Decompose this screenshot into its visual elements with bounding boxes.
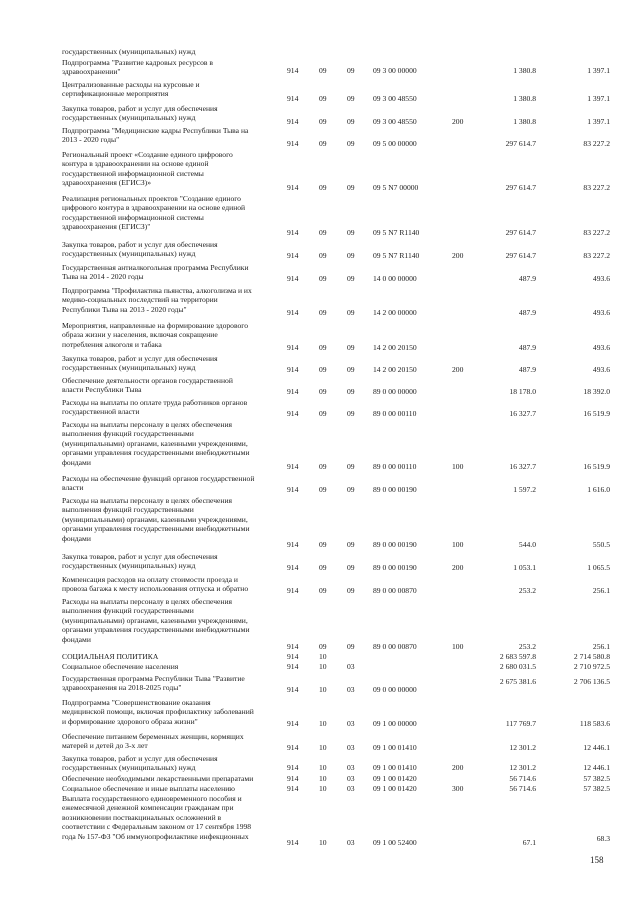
admin-code: 914: [287, 66, 299, 75]
row-name: Государственная антиалкогольная программа Республики Тыва на 2014 - 2020 годы: [62, 263, 249, 282]
sum-year-1: 297 614.7: [505, 139, 536, 148]
admin-code: 914: [287, 586, 299, 595]
row-name: Закупка товаров, работ и услуг для обеспечения государственных (муниципальных) нужд: [62, 240, 218, 259]
sum-year-2: 83 227.2: [583, 251, 610, 260]
sum-year-1: 297 614.7: [505, 183, 536, 192]
table-row: [0, 263, 640, 283]
section-code: 10: [319, 763, 327, 772]
target-article-code: 14 2 00 20150: [373, 343, 417, 352]
target-article-code: 89 0 00 00110: [373, 409, 417, 418]
section-code: 09: [319, 540, 327, 549]
row-name: Обеспечение питанием беременных женщин, кормящих матерей и детей до 3-х лет: [62, 732, 244, 751]
section-code: 10: [319, 838, 327, 847]
expense-type-code: 200: [452, 251, 464, 260]
target-article-code: 14 2 00 20150: [373, 365, 417, 374]
target-article-code: 09 1 00 01420: [373, 784, 417, 793]
row-name: Подпрограмма "Развитие кадровых ресурсов в здравоохранении": [62, 58, 213, 77]
subsection-code: 03: [347, 763, 355, 772]
expense-type-code: 100: [452, 642, 464, 651]
admin-code: 914: [287, 274, 299, 283]
section-code: 10: [319, 652, 327, 661]
target-article-code: 89 0 00 00190: [373, 485, 417, 494]
sum-year-2: 1 397.1: [587, 117, 610, 126]
subsection-code: 03: [347, 743, 355, 752]
target-article-code: 89 0 00 00110: [373, 462, 417, 471]
sum-year-2: 256.1: [592, 642, 610, 651]
subsection-code: 09: [347, 563, 355, 572]
target-article-code: 09 5 N7 00000: [373, 183, 419, 192]
subsection-code: 09: [347, 251, 355, 260]
sum-year-1: 487.9: [518, 274, 536, 283]
row-name: СОЦИАЛЬНАЯ ПОЛИТИКА: [62, 652, 159, 661]
sum-year-1: 56 714.6: [509, 774, 536, 783]
table-row: [0, 674, 640, 694]
expense-type-code: 200: [452, 763, 464, 772]
target-article-code: 09 1 00 01420: [373, 774, 417, 783]
expense-type-code: 100: [452, 540, 464, 549]
target-article-code: 89 0 00 00000: [373, 387, 417, 396]
admin-code: 914: [287, 763, 299, 772]
subsection-code: 09: [347, 66, 355, 75]
section-code: 09: [319, 117, 327, 126]
target-article-code: 09 0 00 00000: [373, 685, 417, 694]
table-row: [0, 597, 640, 651]
row-name: Закупка товаров, работ и услуг для обеспечения государственных (муниципальных) нужд: [62, 354, 218, 373]
subsection-code: 03: [347, 774, 355, 783]
row-name: Выплата государственного единовременного пособия и ежемесячной денежной компенсации гражданам при возникновении поствакцинальных осложнений в соответствии с Федеральным законом от 17 сентября 1998 года № 157-ФЗ "Об иммунопрофилактике инфекционных: [62, 794, 252, 841]
sum-year-2: 16 519.9: [583, 409, 610, 418]
admin-code: 914: [287, 774, 299, 783]
section-code: 09: [319, 462, 327, 471]
sum-year-1: 1 053.1: [513, 563, 536, 572]
admin-code: 914: [287, 563, 299, 572]
target-article-code: 14 0 00 00000: [373, 274, 417, 283]
sum-year-1: 2 683 597.8: [499, 652, 536, 661]
sum-year-1: 487.9: [518, 308, 536, 317]
row-name: Подпрограмма "Профилактика пьянства, алкоголизма и их медико-социальных последствий на территории Республики Тыва на 2013 - 2020 годы": [62, 286, 252, 314]
table-row: [0, 698, 640, 728]
table-row: [0, 474, 640, 494]
admin-code: 914: [287, 117, 299, 126]
sum-year-1: 18 178.0: [509, 387, 536, 396]
target-article-code: 09 1 00 01410: [373, 763, 417, 772]
section-code: 09: [319, 274, 327, 283]
admin-code: 914: [287, 652, 299, 661]
admin-code: 914: [287, 540, 299, 549]
admin-code: 914: [287, 183, 299, 192]
sum-year-1: 117 769.7: [505, 719, 536, 728]
subsection-code: 03: [347, 784, 355, 793]
target-article-code: 09 3 00 00000: [373, 66, 417, 75]
target-article-code: 09 5 N7 R1140: [373, 251, 420, 260]
target-article-code: 09 3 00 48550: [373, 94, 417, 103]
sum-year-2: 57 382.5: [583, 784, 610, 793]
table-row: [0, 321, 640, 352]
admin-code: 914: [287, 308, 299, 317]
target-article-code: 89 0 00 00190: [373, 540, 417, 549]
sum-year-2: 2 714 580.8: [573, 652, 610, 661]
sum-year-1: 1 380.8: [513, 66, 536, 75]
sum-year-2: 12 446.1: [583, 763, 610, 772]
admin-code: 914: [287, 743, 299, 752]
section-code: 09: [319, 563, 327, 572]
table-row: [0, 496, 640, 549]
sum-year-1: 12 301.2: [509, 763, 536, 772]
row-name: Обеспечение деятельности органов государственной власти Республики Тыва: [62, 376, 233, 395]
subsection-code: 09: [347, 540, 355, 549]
sum-year-1: 544.0: [518, 540, 536, 549]
sum-year-1: 2 675 381.6: [499, 677, 536, 686]
sum-year-1: 253.2: [518, 586, 536, 595]
sum-year-2: 83 227.2: [583, 183, 610, 192]
section-code: 10: [319, 743, 327, 752]
subsection-code: 09: [347, 409, 355, 418]
subsection-code: 09: [347, 117, 355, 126]
sum-year-2: 256.1: [592, 586, 610, 595]
sum-year-1: 1 597.2: [513, 485, 536, 494]
table-row: [0, 732, 640, 752]
row-name: Централизованные расходы на курсовые и сертификационные мероприятия: [62, 80, 200, 99]
expense-type-code: 100: [452, 462, 464, 471]
sum-year-1: 487.9: [518, 365, 536, 374]
sum-year-2: 83 227.2: [583, 139, 610, 148]
table-row: [0, 126, 640, 148]
target-article-code: 89 0 00 00870: [373, 642, 417, 651]
admin-code: 914: [287, 685, 299, 694]
sum-year-1: 487.9: [518, 343, 536, 352]
target-article-code: 09 1 00 00000: [373, 719, 417, 728]
row-name: Подпрограмма "Медицинские кадры Республики Тыва на 2013 - 2020 годы": [62, 126, 249, 145]
admin-code: 914: [287, 662, 299, 671]
section-code: 09: [319, 139, 327, 148]
table-row: [0, 552, 640, 572]
table-row: [0, 194, 640, 237]
sum-year-1: 67.1: [522, 838, 536, 847]
admin-code: 914: [287, 228, 299, 237]
subsection-code: 09: [347, 183, 355, 192]
admin-code: 914: [287, 485, 299, 494]
sum-year-2: 83 227.2: [583, 228, 610, 237]
subsection-code: 03: [347, 662, 355, 671]
admin-code: 914: [287, 462, 299, 471]
table-row: [0, 354, 640, 374]
table-row: [0, 150, 640, 192]
sum-year-1: 1 380.8: [513, 94, 536, 103]
row-name: Социальное обеспечение и иные выплаты населению: [62, 784, 235, 793]
table-row: [0, 398, 640, 418]
row-name: Расходы на выплаты персоналу в целях обеспечения выполнения функций государственными (муниципальными) органами, казенными учреждениями, органами управления государственными внебюджетными фондами: [62, 420, 250, 467]
table-row: [0, 286, 640, 317]
sum-year-1: 297 614.7: [505, 251, 536, 260]
sum-year-1: 56 714.6: [509, 784, 536, 793]
expense-type-code: 200: [452, 365, 464, 374]
admin-code: 914: [287, 365, 299, 374]
row-name: Расходы на выплаты персоналу в целях обеспечения выполнения функций государственными (муниципальными) органами, казенными учреждениями, органами управления государственными внебюджетными фондами: [62, 496, 250, 543]
row-name: Обеспечение необходимыми лекарственными препаратами: [62, 774, 254, 783]
table-row: [0, 240, 640, 260]
subsection-code: 09: [347, 139, 355, 148]
row-name: Подпрограмма "Совершенствование оказания медицинской помощи, включая профилактику заболеваний и формирование здорового образа жизни": [62, 698, 254, 726]
section-code: 10: [319, 685, 327, 694]
table-row: [0, 58, 640, 77]
target-article-code: 89 0 00 00870: [373, 586, 417, 595]
section-code: 10: [319, 784, 327, 793]
subsection-code: 09: [347, 586, 355, 595]
admin-code: 914: [287, 642, 299, 651]
section-code: 09: [319, 66, 327, 75]
target-article-code: 14 2 00 00000: [373, 308, 417, 317]
row-name: Закупка товаров, работ и услуг для обеспечения государственных (муниципальных) нужд: [62, 104, 218, 123]
sum-year-2: 68.3: [596, 834, 610, 843]
sum-year-2: 1 397.1: [587, 66, 610, 75]
table-row: [0, 420, 640, 471]
table-row: [0, 104, 640, 126]
sum-year-2: 1 616.0: [587, 485, 610, 494]
row-name: Компенсация расходов на оплату стоимости проезда и провоза багажа к месту использования отпуска и обратно: [62, 575, 249, 594]
sum-year-2: 493.6: [592, 343, 610, 352]
target-article-code: 09 1 00 52400: [373, 838, 417, 847]
row-name: Реализация региональных проектов "Создание единого цифрового контура в здравоохранении на основе единой государственной информационной системы здравоохранения (ЕГИСЗ)": [62, 194, 246, 232]
row-name: Расходы на выплаты персоналу в целях обеспечения выполнения функций государственными (муниципальными) органами, казенными учреждениями, органами управления государственными внебюджетными фондами: [62, 597, 250, 644]
sum-year-2: 118 583.6: [579, 719, 610, 728]
sum-year-2: 1 397.1: [587, 94, 610, 103]
sum-year-2: 493.6: [592, 365, 610, 374]
sum-year-2: 493.6: [592, 308, 610, 317]
table-row: [0, 376, 640, 396]
section-code: 09: [319, 485, 327, 494]
sum-year-2: 2 710 972.5: [573, 662, 610, 671]
section-code: 09: [319, 365, 327, 374]
subsection-code: 09: [347, 642, 355, 651]
admin-code: 914: [287, 387, 299, 396]
table-row: [0, 754, 640, 773]
admin-code: 914: [287, 409, 299, 418]
admin-code: 914: [287, 94, 299, 103]
subsection-code: 09: [347, 308, 355, 317]
sum-year-1: 297 614.7: [505, 228, 536, 237]
row-name: Расходы на выплаты по оплате труда работников органов государственной власти: [62, 398, 248, 417]
sum-year-2: 2 706 136.5: [573, 677, 610, 686]
sum-year-2: 57 382.5: [583, 774, 610, 783]
admin-code: 914: [287, 838, 299, 847]
subsection-code: 09: [347, 94, 355, 103]
subsection-code: 09: [347, 485, 355, 494]
subsection-code: 09: [347, 343, 355, 352]
sum-year-2: 493.6: [592, 274, 610, 283]
sum-year-2: 1 065.5: [587, 563, 610, 572]
admin-code: 914: [287, 251, 299, 260]
target-article-code: 09 5 00 00000: [373, 139, 417, 148]
section-code: 09: [319, 308, 327, 317]
subsection-code: 09: [347, 365, 355, 374]
admin-code: 914: [287, 719, 299, 728]
row-name: Социальное обеспечение населения: [62, 662, 179, 671]
admin-code: 914: [287, 139, 299, 148]
sum-year-1: 1 380.8: [513, 117, 536, 126]
section-code: 09: [319, 251, 327, 260]
expense-type-code: 200: [452, 117, 464, 126]
table-row: [0, 794, 640, 847]
subsection-code: 09: [347, 228, 355, 237]
sum-year-1: 253.2: [518, 642, 536, 651]
row-name: Государственная программа Республики Тыва "Развитие здравоохранения на 2018-2025 годы": [62, 674, 245, 693]
subsection-code: 09: [347, 387, 355, 396]
sum-year-1: 12 301.2: [509, 743, 536, 752]
target-article-code: 09 3 00 48550: [373, 117, 417, 126]
row-name: Региональный проект «Создание единого цифрового контура в здравоохранении на основе единой государственной информационной системы здравоохранения (ЕГИСЗ)»: [62, 150, 233, 188]
row-name: государственных (муниципальных) нужд: [62, 47, 196, 56]
admin-code: 914: [287, 343, 299, 352]
sum-year-1: 16 327.7: [509, 462, 536, 471]
row-name: Расходы на обеспечение функций органов государственной власти: [62, 474, 255, 493]
section-code: 10: [319, 774, 327, 783]
expense-type-code: 200: [452, 563, 464, 572]
sum-year-1: 2 680 031.5: [499, 662, 536, 671]
section-code: 09: [319, 586, 327, 595]
section-code: 09: [319, 642, 327, 651]
table-row: [0, 662, 640, 674]
subsection-code: 09: [347, 274, 355, 283]
sum-year-1: 16 327.7: [509, 409, 536, 418]
row-name: Мероприятия, направленные на формирование здорового образа жизни у населения, включая сокращение потребления алкоголя и табака: [62, 321, 249, 349]
sum-year-2: 12 446.1: [583, 743, 610, 752]
section-code: 09: [319, 183, 327, 192]
subsection-code: 03: [347, 719, 355, 728]
section-code: 09: [319, 387, 327, 396]
sum-year-2: 16 519.9: [583, 462, 610, 471]
row-name: Закупка товаров, работ и услуг для обеспечения государственных (муниципальных) нужд: [62, 552, 218, 571]
section-code: 09: [319, 343, 327, 352]
subsection-code: 03: [347, 685, 355, 694]
target-article-code: 09 1 00 01410: [373, 743, 417, 752]
expense-type-code: 300: [452, 784, 464, 793]
page-number: 158: [590, 855, 604, 865]
target-article-code: 89 0 00 00190: [373, 563, 417, 572]
section-code: 09: [319, 228, 327, 237]
row-name: Закупка товаров, работ и услуг для обеспечения государственных (муниципальных) нужд: [62, 754, 218, 773]
section-code: 09: [319, 94, 327, 103]
subsection-code: 09: [347, 462, 355, 471]
table-row: [0, 80, 640, 103]
sum-year-2: 18 392.0: [583, 387, 610, 396]
section-code: 10: [319, 719, 327, 728]
admin-code: 914: [287, 784, 299, 793]
sum-year-2: 550.5: [592, 540, 610, 549]
target-article-code: 09 5 N7 R1140: [373, 228, 420, 237]
subsection-code: 03: [347, 838, 355, 847]
table-row: [0, 575, 640, 595]
section-code: 10: [319, 662, 327, 671]
section-code: 09: [319, 409, 327, 418]
